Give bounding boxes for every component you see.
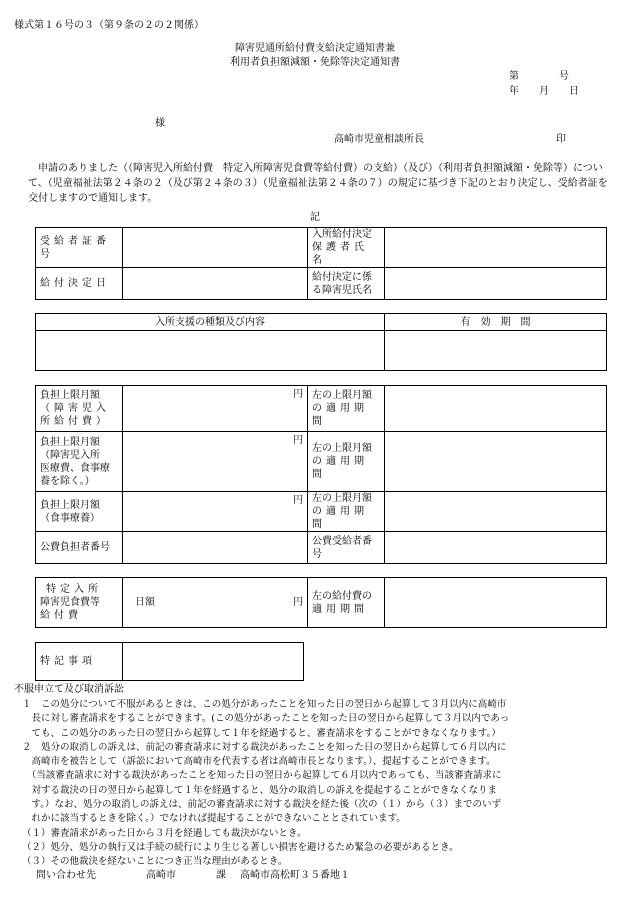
burden-limit-period-label-1: 左の上限月額 の適用期間 (308, 386, 385, 432)
decision-date-label: 給付決定日 (36, 268, 123, 300)
public-payer-number-value (123, 532, 308, 564)
special-notes-label: 特記事項 (36, 643, 123, 681)
support-type-header: 入所支援の種類及び内容 (36, 314, 385, 331)
child-name-label: 給付決定に係 る障害児氏名 (308, 268, 385, 300)
appeal-heading: 不服申立て及び取消訴訟 (14, 684, 124, 695)
contact-section: 課 (216, 870, 226, 881)
appeal-notes: １ この処分について不服があるときは、この処分があったことを知った日の翌日から起算して３月以内に高崎市 長に対し審査請求をすることができます。(この処分があったことを知った日の翌日から起算して３月以内であっ ても、この処分のあった日の翌日から起算して１年を経過すると、審査請求をすることができなくなります。） ２ 処分の取消しの訴えは、前記の審査請求に対する裁決があったことを知った日の翌日から起算して６月以内に 高崎市を被告として（訴訟において高崎市を代表する者は高崎市長となります。）、提起することができます。 （当該審査請求に対する裁決があったことを知った日の翌日から起算して６月以内であっても、当該審査請求に 対する裁決の日の翌日から起算して１年を経過すると、処分の取消しの訴えを提起することができなくなりま す。）なお、処分の取消しの訴えは、前記の審査請求に対する裁決を経た後（次の（１）から（３）までのいず れかに該当するときを除く。）でなければ提起することができないこととされています。 （１）審査請求があった日から３月を経過しても裁決がないとき。 （２）処分、処分の執行又は手続の続行により生じる著しい損害を避けるため緊急の必要があるとき。 （３）その他裁決を経ないことにつき正当な理由があるとき。 (22, 699, 510, 868)
form-number: 様式第１６号の３（第９条の２の２関係） (14, 20, 204, 31)
recipient-number-label: 受給者証番号 (36, 228, 123, 268)
burden-limit-period-label-3: 左の上限月額 の適用期間 (308, 492, 385, 532)
guardian-name-value (385, 228, 607, 268)
meal-allowance-period-label: 左の給付費の 適用期間 (308, 578, 385, 628)
meal-allowance-table (35, 577, 607, 628)
ki-heading: 記 (310, 212, 320, 223)
intro-paragraph: 申請のありました（（障害児入所給付費 特定入所障害児食費等給付費）の支給）（及び）（利用者負担額減額・免除等）について、（児童福祉法第２４条の２（及び第２４条の３）（児童福祉法第２４条の７）の規定に基づき下記のとおり決定し、受給者証を交付しますので通知します。 (28, 163, 608, 204)
addressee-suffix: 様 (155, 118, 165, 129)
burden-limit-period-value-2 (385, 432, 607, 492)
issuer: 高崎市児童相談所長 (334, 134, 424, 145)
burden-limit-value-3: 円 (123, 492, 308, 532)
decision-info-table (35, 227, 607, 300)
burden-limit-table (35, 385, 607, 564)
title-line-1: 障害児通所給付費支給決定通知書兼 (235, 43, 395, 54)
document-number: 第 号 (509, 71, 569, 82)
burden-limit-period-label-2: 左の上限月額 の適用期間 (308, 432, 385, 492)
contact-address: 高崎市高松町３５番地１ (240, 870, 350, 881)
guardian-name-label: 入所給付決定 保護者氏名 (308, 228, 385, 268)
child-name-value (385, 268, 607, 300)
public-recipient-number-value (385, 532, 607, 564)
valid-period-header: 有 効 期 間 (385, 314, 607, 331)
meal-allowance-value (123, 578, 308, 628)
valid-period-value (385, 331, 607, 371)
support-type-value (36, 331, 385, 371)
burden-limit-period-value-3 (385, 492, 607, 532)
public-payer-number-label: 公費負担者番号 (36, 532, 123, 564)
burden-limit-label-3: 負担上限月額 （食事療養） (36, 492, 123, 532)
burden-limit-value-1: 円 (123, 386, 308, 432)
burden-limit-label-2: 負担上限月額 （障害児入所 医療費、食事療 養を除く。） (36, 432, 123, 492)
burden-limit-value-2: 円 (123, 432, 308, 492)
meal-allowance-period-value (385, 578, 607, 628)
document-date: 年 月 日 (509, 86, 579, 97)
burden-limit-label-1: 負担上限月額 （障害児入 所給付費） (36, 386, 123, 432)
public-recipient-number-label: 公費受給者番号 (308, 532, 385, 564)
daily-amount-label: 日額 (135, 597, 155, 608)
contact-city: 高崎市 (146, 870, 176, 881)
meal-allowance-yen: 円 (293, 597, 303, 608)
decision-date-value (123, 268, 308, 300)
title-line-2: 利用者負担額減額・免除等決定通知書 (230, 57, 400, 68)
contact-label: 問い合わせ先 (36, 870, 96, 881)
recipient-number-value (123, 228, 308, 268)
special-notes-table (35, 642, 304, 681)
seal-mark: 印 (556, 134, 566, 145)
special-notes-value (123, 643, 304, 681)
support-type-table (35, 313, 607, 371)
meal-allowance-label: 特定入所 障害児食費等 給付費 (36, 578, 123, 628)
burden-limit-period-value-1 (385, 386, 607, 432)
